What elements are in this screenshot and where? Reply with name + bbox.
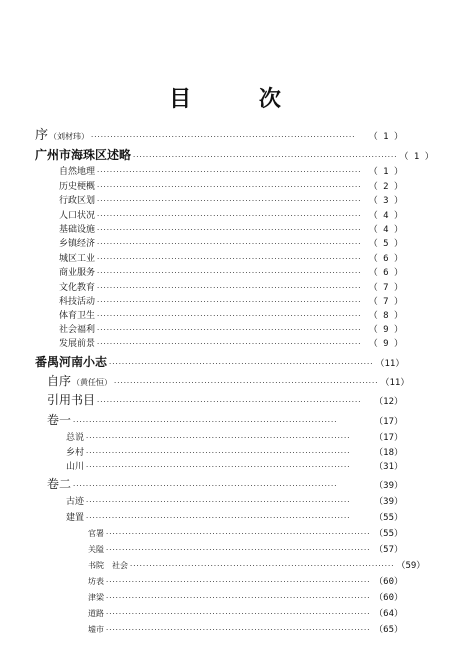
toc-entry-page: （57） <box>374 545 403 555</box>
leader-dots: ·················································································· <box>97 298 362 306</box>
toc-entry-title: 坊表 <box>88 577 104 586</box>
toc-entry-page: （39） <box>374 497 403 507</box>
leader-dots: ·················································································· <box>97 326 362 334</box>
leader-dots: ·················································································· <box>97 226 362 234</box>
toc-entry-page: （ 7 ） <box>368 297 403 307</box>
leader-dots: ·················································································· <box>86 434 351 442</box>
toc-entry-page: （12） <box>374 397 403 407</box>
leader-dots: ·················································································· <box>91 133 356 141</box>
toc-entry <box>59 164 403 180</box>
toc-entry-page: （ 5 ） <box>368 239 403 249</box>
toc-entry-title: 总说 <box>66 433 85 443</box>
toc-entry-page: （ 9 ） <box>368 325 403 335</box>
leader-dots: ·················································································· <box>97 212 362 220</box>
toc-entry-page: （64） <box>374 609 403 619</box>
toc-entry <box>88 590 403 606</box>
toc-entry-title: 发展前景 <box>59 339 96 349</box>
toc-entry-title: 道路 <box>88 609 104 618</box>
toc-entry-page: （ 6 ） <box>368 254 403 264</box>
leader-dots: ·················································································· <box>106 578 371 586</box>
toc-entry-title: 山川 <box>66 462 85 472</box>
toc-entry-title: 官署 <box>88 529 104 538</box>
toc-entry <box>35 128 403 144</box>
toc-entry-page: （ 9 ） <box>368 339 403 349</box>
toc-entry-page: （55） <box>374 513 403 523</box>
toc-entry-page: （65） <box>374 625 403 635</box>
toc-entry <box>59 336 403 352</box>
leader-dots: ·················································································· <box>133 153 398 161</box>
toc-entry <box>47 476 403 492</box>
toc-entry <box>66 430 403 446</box>
toc-entry <box>88 622 403 638</box>
leader-dots: ·················································································· <box>97 168 362 176</box>
toc-entry <box>66 459 403 475</box>
toc-entry-page: （ 8 ） <box>368 311 403 321</box>
leader-dots: ·················································································· <box>97 240 362 248</box>
toc-entry-page: （ 4 ） <box>368 211 403 221</box>
leader-dots: ·················································································· <box>73 418 338 426</box>
toc-entry-page: （31） <box>374 462 403 472</box>
toc-entry <box>88 542 403 558</box>
leader-dots: ·················································································· <box>97 255 362 263</box>
toc-entry-title: 序 <box>35 128 49 143</box>
leader-dots: ·················································································· <box>86 514 351 522</box>
leader-dots: ·················································································· <box>97 197 362 205</box>
toc-entry <box>35 147 434 163</box>
leader-dots: ·················································································· <box>97 269 362 277</box>
toc-entry-page: （39） <box>374 481 403 491</box>
leader-dots: ·················································································· <box>106 626 371 634</box>
toc-entry-page: （17） <box>374 417 403 427</box>
toc-entry-page: （59） <box>396 561 426 571</box>
toc-entry <box>47 392 403 408</box>
toc-entry <box>35 354 403 370</box>
toc-entry-page: （18） <box>374 448 403 458</box>
toc-entry <box>59 193 403 209</box>
leader-dots: ·················································································· <box>97 398 362 406</box>
toc-entry-title: 人口状况 <box>59 211 96 221</box>
toc-entry-page: （ 1 ） <box>368 167 403 177</box>
toc-entry-title: 津梁 <box>88 593 104 602</box>
leader-dots: ·················································································· <box>106 546 371 554</box>
leader-dots: ·················································································· <box>106 530 371 538</box>
leader-dots: ·················································································· <box>106 610 371 618</box>
toc-entry-title: 乡村 <box>66 448 85 458</box>
toc-entry-page: （ 4 ） <box>368 225 403 235</box>
leader-dots: ·················································································· <box>97 312 362 320</box>
leader-dots: ·················································································· <box>97 284 362 292</box>
toc-entry-title: 科技活动 <box>59 297 96 307</box>
toc-entry <box>47 412 403 428</box>
toc-entry <box>59 236 403 252</box>
leader-dots: ·················································································· <box>73 482 338 490</box>
toc-entry-title: 行政区划 <box>59 196 96 206</box>
toc-entry-author: （黄任恒） <box>72 378 113 387</box>
toc-entry-title: 城区工业 <box>59 254 96 264</box>
toc-entry-author: （刘材玮） <box>49 132 90 141</box>
toc-entry-page: （11） <box>380 378 410 388</box>
toc-entry-page: （55） <box>374 529 403 539</box>
toc-entry-title: 商业服务 <box>59 268 96 278</box>
leader-dots: ·················································································· <box>86 463 351 471</box>
toc-entry-page: （ 1 ） <box>368 132 403 142</box>
toc-entry-title: 墟市 <box>88 625 104 634</box>
toc-entry-page: （17） <box>374 433 403 443</box>
leader-dots: ·················································································· <box>97 340 362 348</box>
toc-entry-title: 卷一 <box>47 413 72 427</box>
toc-entry-page: （ 1 ） <box>399 152 434 162</box>
toc-entry-title: 关隘 <box>88 545 104 554</box>
toc-entry-title: 书院 社会 <box>88 561 128 570</box>
toc-entry-title: 番禺河南小志 <box>35 355 108 369</box>
toc-entry <box>88 526 403 542</box>
leader-dots: ·················································································· <box>86 449 351 457</box>
toc-entry-title: 卷二 <box>47 477 72 491</box>
toc-entry-page: （ 7 ） <box>368 283 403 293</box>
toc-entry-title: 引用书目 <box>47 393 96 407</box>
toc-entry-title: 历史梗概 <box>59 182 96 192</box>
leader-dots: ·················································································· <box>106 594 371 602</box>
page-title: 目 次 <box>169 86 311 112</box>
toc-entry <box>47 373 410 389</box>
leader-dots: ·················································································· <box>86 498 351 506</box>
toc-entry <box>66 510 403 526</box>
toc-entry-page: （11） <box>375 359 405 369</box>
toc-entry-page: （60） <box>374 593 403 603</box>
toc-entry <box>66 494 403 510</box>
toc-entry-page: （ 2 ） <box>368 182 403 192</box>
toc-entry-title: 基础设施 <box>59 225 96 235</box>
toc-entry-title: 乡镇经济 <box>59 239 96 249</box>
leader-dots: ·················································································· <box>109 360 374 368</box>
toc-entry-title: 体育卫生 <box>59 311 96 321</box>
toc-entry-title: 自序 <box>47 374 72 388</box>
toc-entry-title: 建置 <box>66 513 85 523</box>
toc-entry-page: （60） <box>374 577 403 587</box>
toc-entry-title: 广州市海珠区述略 <box>35 148 132 162</box>
toc-entry <box>59 265 403 281</box>
toc-entry-page: （ 6 ） <box>368 268 403 278</box>
leader-dots: ·················································································· <box>97 183 362 191</box>
leader-dots: ·················································································· <box>114 379 379 387</box>
toc-entry-title: 文化教育 <box>59 283 96 293</box>
toc-entry <box>88 558 426 574</box>
toc-entry-title: 自然地理 <box>59 167 96 177</box>
toc-entry-page: （ 3 ） <box>368 196 403 206</box>
toc-entry <box>88 574 403 590</box>
toc-entry-title: 社会福利 <box>59 325 96 335</box>
toc-entry-title: 古迹 <box>66 497 85 507</box>
leader-dots: ·················································································· <box>130 562 395 570</box>
toc-entry <box>88 606 403 622</box>
